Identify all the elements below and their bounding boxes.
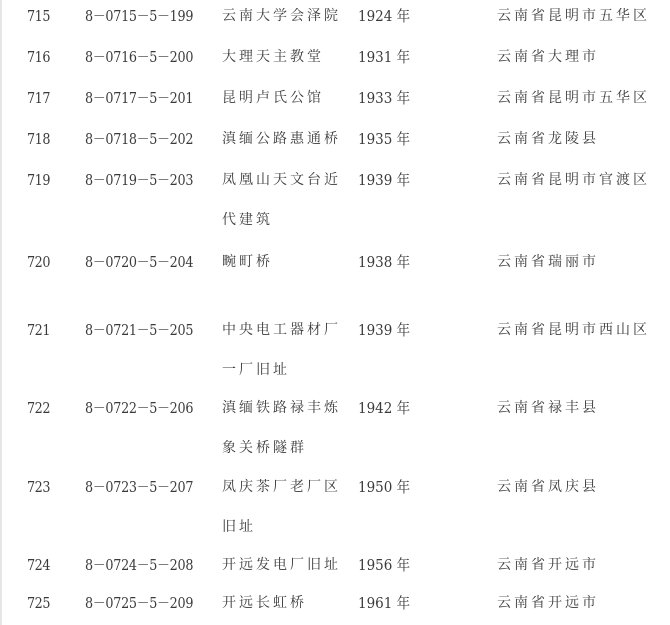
table-row bbox=[0, 310, 670, 378]
era-year: 1938 年 bbox=[358, 253, 411, 271]
row-number: 715 bbox=[27, 7, 51, 25]
site-name-line: 代建筑 bbox=[222, 212, 273, 228]
table-row bbox=[0, 78, 670, 118]
row-number: 721 bbox=[27, 321, 51, 339]
site-name-line: 昆明卢氏公馆 bbox=[222, 90, 324, 106]
site-name-line: 凤庆茶厂老厂区 bbox=[222, 479, 341, 495]
site-location: 云南省凤庆县 bbox=[497, 479, 599, 495]
era-year: 1931 年 bbox=[358, 48, 411, 66]
site-location: 云南省昆明市官渡区 bbox=[497, 172, 650, 188]
site-location: 云南省昆明市五华区 bbox=[497, 8, 650, 24]
heritage-code: 8－0720－5－204 bbox=[85, 253, 194, 271]
table-row bbox=[0, 0, 670, 36]
table-row bbox=[0, 119, 670, 159]
table-row bbox=[0, 583, 670, 623]
heritage-code: 8－0717－5－201 bbox=[85, 89, 194, 107]
site-name bbox=[222, 388, 341, 468]
row-number: 723 bbox=[27, 478, 51, 496]
table-row bbox=[0, 160, 670, 228]
site-name bbox=[222, 467, 341, 547]
site-location: 云南省昆明市五华区 bbox=[497, 90, 650, 106]
row-number: 724 bbox=[27, 556, 51, 574]
heritage-code: 8－0724－5－208 bbox=[85, 556, 194, 574]
era-year: 1935 年 bbox=[358, 130, 411, 148]
row-number: 719 bbox=[27, 171, 51, 189]
heritage-code: 8－0725－5－209 bbox=[85, 594, 194, 612]
site-name-line: 大理天主教堂 bbox=[222, 49, 324, 65]
table-row bbox=[0, 467, 670, 535]
site-location: 云南省龙陵县 bbox=[497, 131, 599, 147]
table-row bbox=[0, 388, 670, 456]
site-name bbox=[222, 160, 341, 240]
era-year: 1942 年 bbox=[358, 399, 411, 417]
site-name-line: 开远发电厂旧址 bbox=[222, 557, 341, 573]
site-name bbox=[222, 310, 341, 390]
site-name-line: 云南大学会泽院 bbox=[222, 8, 341, 24]
era-year: 1950 年 bbox=[358, 478, 411, 496]
era-year: 1939 年 bbox=[358, 171, 411, 189]
site-name-line: 一厂旧址 bbox=[222, 362, 290, 378]
site-name bbox=[222, 0, 341, 36]
heritage-code: 8－0723－5－207 bbox=[85, 478, 194, 496]
site-name-line: 滇缅铁路禄丰炼 bbox=[222, 400, 341, 416]
site-name-line: 象关桥隧群 bbox=[222, 440, 307, 456]
table-row bbox=[0, 37, 670, 77]
site-location: 云南省大理市 bbox=[497, 49, 599, 65]
row-number: 725 bbox=[27, 594, 51, 612]
site-name-line: 凤凰山天文台近 bbox=[222, 172, 341, 188]
era-year: 1961 年 bbox=[358, 594, 411, 612]
site-name-line: 中央电工器材厂 bbox=[222, 322, 341, 338]
site-name-line: 滇缅公路惠通桥 bbox=[222, 131, 341, 147]
heritage-code: 8－0722－5－206 bbox=[85, 399, 194, 417]
heritage-code: 8－0715－5－199 bbox=[85, 7, 194, 25]
row-number: 720 bbox=[27, 253, 51, 271]
table-row bbox=[0, 545, 670, 585]
row-number: 718 bbox=[27, 130, 51, 148]
site-name bbox=[222, 583, 307, 623]
site-location: 云南省开远市 bbox=[497, 557, 599, 573]
site-name bbox=[222, 545, 341, 585]
heritage-code: 8－0719－5－203 bbox=[85, 171, 194, 189]
site-name bbox=[222, 78, 324, 118]
site-name-line: 开远长虹桥 bbox=[222, 595, 307, 611]
site-location: 云南省禄丰县 bbox=[497, 400, 599, 416]
era-year: 1933 年 bbox=[358, 89, 411, 107]
table-row bbox=[0, 242, 670, 282]
heritage-code: 8－0716－5－200 bbox=[85, 48, 194, 66]
site-location: 云南省瑞丽市 bbox=[497, 254, 599, 270]
row-number: 717 bbox=[27, 89, 51, 107]
site-location: 云南省昆明市西山区 bbox=[497, 322, 650, 338]
row-number: 716 bbox=[27, 48, 51, 66]
site-name bbox=[222, 37, 324, 77]
site-location: 云南省开远市 bbox=[497, 595, 599, 611]
heritage-code: 8－0718－5－202 bbox=[85, 130, 194, 148]
site-name-line: 畹町桥 bbox=[222, 254, 273, 270]
row-number: 722 bbox=[27, 399, 51, 417]
heritage-code: 8－0721－5－205 bbox=[85, 321, 194, 339]
site-name-line: 旧址 bbox=[222, 519, 256, 535]
era-year: 1924 年 bbox=[358, 7, 411, 25]
site-name bbox=[222, 242, 273, 282]
era-year: 1939 年 bbox=[358, 321, 411, 339]
era-year: 1956 年 bbox=[358, 556, 411, 574]
site-name bbox=[222, 119, 341, 159]
